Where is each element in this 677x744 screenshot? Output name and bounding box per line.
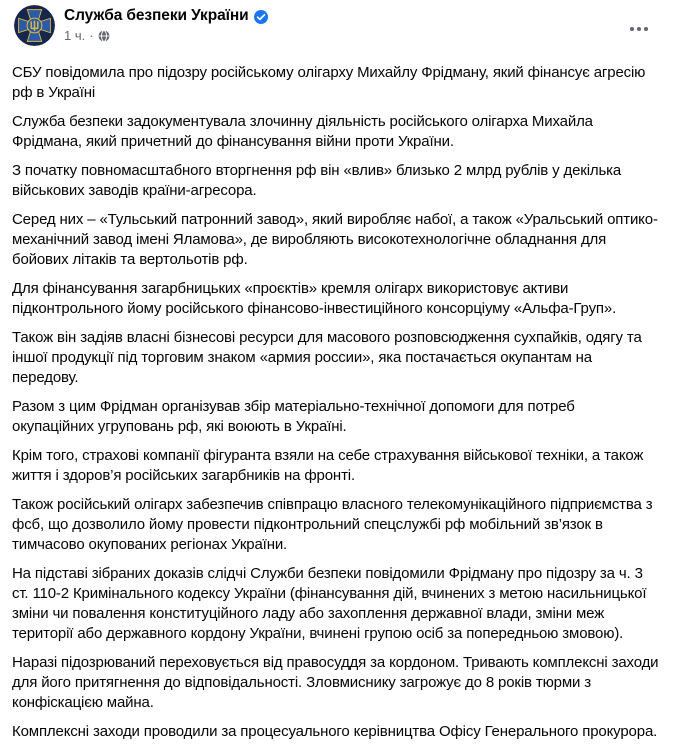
post-paragraph: Також він задіяв власні бізнесові ресурси для масового розповсюдження сухпайків, одягу та іншої продукції під торговим знаком «армия россии», яка постачається окупантам на передову.	[12, 329, 642, 386]
timestamp-link[interactable]: 1 ч.	[64, 28, 86, 43]
post-paragraph: Також російський олігарх забезпечив співпрацю власного телекомунікаційного підприємства з фсб, що дозволило йому провести підконтрольний спецслужбі рф мобільний зв’язок в тимчасово окупованих регіонах України.	[12, 496, 653, 553]
ellipsis-icon	[630, 27, 648, 31]
post-paragraph: Разом з цим Фрідман організував збір матеріально-технічної допомоги для потреб окупаційних угруповань рф, які воюють в Україні.	[12, 398, 575, 435]
post-meta-row	[64, 28, 268, 43]
page-name-link[interactable]: Служба безпеки України	[64, 7, 249, 24]
verified-badge-icon	[254, 10, 268, 24]
post-header	[0, 0, 677, 46]
audience-globe-icon	[98, 30, 110, 42]
sbu-emblem-icon	[14, 33, 55, 46]
post-paragraph: Комплексні заходи проводили за процесуального керівництва Офісу Генерального прокурора.	[12, 723, 658, 740]
post-paragraph: Для фінансування загарбницьких «проєктів» кремля олігарх використовує активи підконтрольного йому російського фінансово-інвестиційного консорціуму «Альфа-Груп».	[12, 280, 617, 317]
post-paragraph: Наразі підозрюваний переховується від правосуддя за кордоном. Тривають комплексні заходи для його притягнення до відповідальності. Зловмиснику загрожує до 8 років тюрми з конфіскацією майна.	[12, 654, 659, 711]
post-paragraph: Служба безпеки задокументувала злочинну діяльність російського олігарха Михайла Фрідмана, який причетний до фінансування війни проти України.	[12, 113, 593, 150]
post-text	[0, 46, 677, 742]
post-paragraph: На підставі зібраних доказів слідчі Служби безпеки повідомили Фрідману про підозру за ч. 3 ст. 110-2 Кримінального кодексу України (фінансування дій, вчинених з метою насильницької зміни чи повалення конституційного ладу або захоплення державної влади, зміни меж території або державного кордону України, вчинені групою осіб за попередньою змовою).	[12, 565, 647, 642]
post-paragraph: СБУ повідомила про підозру російському олігарху Михайлу Фрідману, який фінансує агресію рф в Україні	[12, 64, 646, 101]
more-options-button[interactable]	[623, 17, 655, 41]
page-name-row	[64, 7, 268, 25]
post-paragraph: Серед них – «Тульський патронний завод», який виробляє набої, а також «Уральський оптико-механічний завод імені Яламова», де виробляють високотехнологічне обладнання для бойових літаків та вертольотів рф.	[12, 211, 658, 268]
post-paragraph: Крім того, страхові компанії фігуранта взяли на себе страхування військової техніки, а також життя і здоров’я російських загарбників на фронті.	[12, 447, 644, 484]
meta-separator: ·	[89, 28, 94, 43]
page-avatar[interactable]	[14, 5, 55, 46]
post-paragraph: З початку повномасштабного вторгнення рф він «влив» близько 2 млрд рублів у декілька військових заводів країни-агресора.	[12, 162, 622, 199]
header-text	[64, 5, 268, 43]
